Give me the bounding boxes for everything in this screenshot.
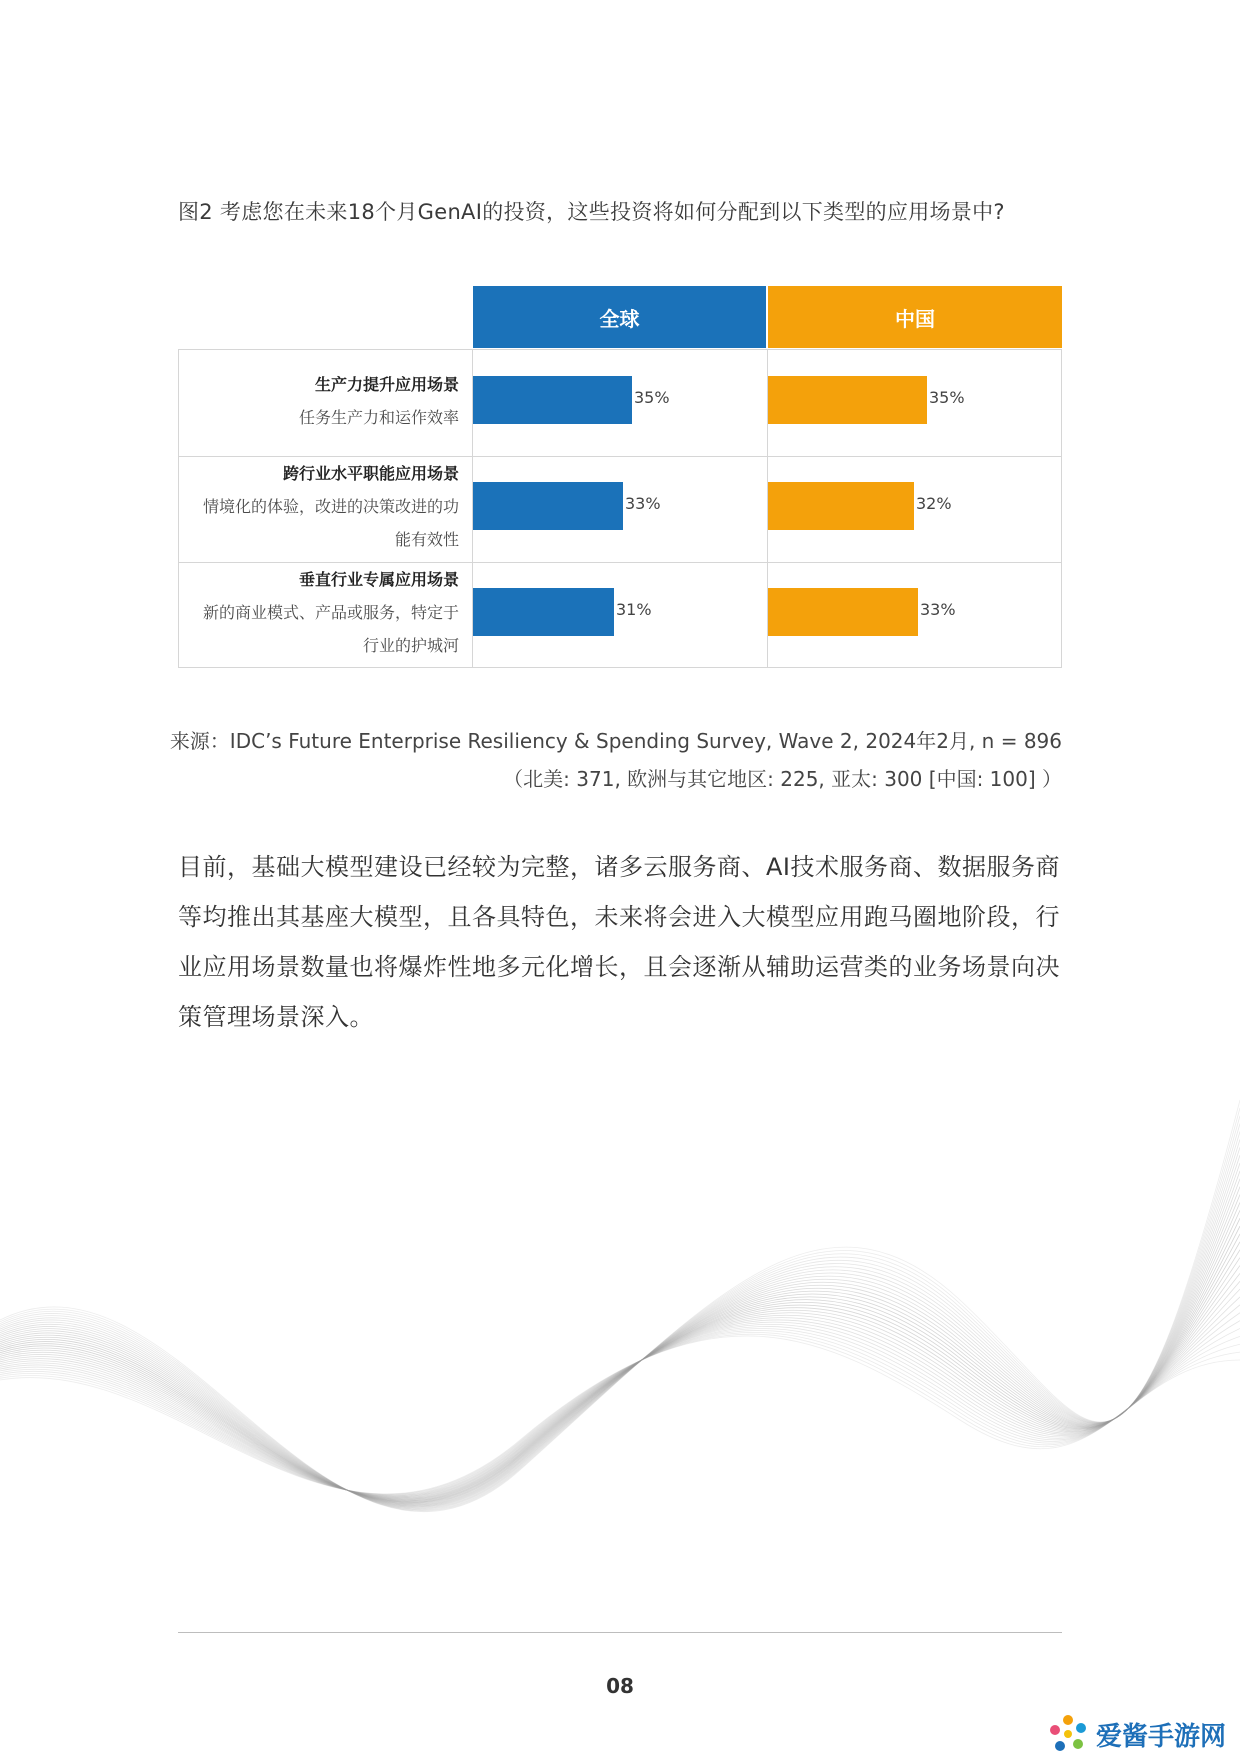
wave-line bbox=[0, 1132, 1240, 1510]
wave-line bbox=[0, 1171, 1240, 1506]
row-desc: 行业的护城河 bbox=[362, 636, 459, 655]
watermark-text: 爱酱手游网 bbox=[1095, 1721, 1226, 1752]
row-title: 跨行业水平职能应用场景 bbox=[282, 464, 459, 483]
wave-line bbox=[0, 1108, 1240, 1511]
row-label bbox=[179, 368, 459, 434]
page-number: 08 bbox=[606, 1674, 634, 1698]
bar-value-label: 35% bbox=[634, 388, 670, 407]
wave-line bbox=[0, 1116, 1240, 1511]
bar-global bbox=[473, 376, 632, 424]
wave-line bbox=[0, 1163, 1240, 1507]
wave-line bbox=[0, 1100, 1240, 1512]
row-label bbox=[179, 563, 459, 662]
source-note bbox=[170, 722, 1062, 798]
bar-value-label: 32% bbox=[916, 494, 952, 513]
bar-global bbox=[473, 482, 623, 530]
row-desc: 任务生产力和运作效率 bbox=[298, 408, 459, 427]
bar-china bbox=[768, 588, 918, 636]
bar-value-label: 31% bbox=[616, 600, 652, 619]
figure-title: 图2 考虑您在未来18个月GenAI的投资，这些投资将如何分配到以下类型的应用场景中? bbox=[178, 200, 1005, 224]
bar-china bbox=[768, 376, 927, 424]
wave-line bbox=[0, 1330, 1240, 1495]
chart-table bbox=[178, 349, 1062, 668]
wave-line bbox=[0, 1226, 1240, 1502]
row-title: 垂直行业专属应用场景 bbox=[298, 570, 459, 589]
row-desc: 能有效性 bbox=[394, 530, 459, 549]
row-label bbox=[179, 457, 459, 556]
wave-line bbox=[0, 1313, 1240, 1497]
decorative-waves bbox=[0, 1000, 1240, 1640]
header-global: 全球 bbox=[473, 286, 766, 348]
row-desc: 新的商业模式、产品或服务，特定于 bbox=[202, 603, 459, 622]
wave-line bbox=[0, 1195, 1240, 1505]
body-paragraph: 目前，基础大模型建设已经较为完整，诸多云服务商、AI技术服务商、数据服务商等均推出其基座大模型，且各具特色，未来将会进入大模型应用跑马圈地阶段，行业应用场景数量也将爆炸性地多元化增长，且会逐渐从辅助运营类的业务场景向决策管理场景深入。 bbox=[178, 853, 1060, 1031]
wave-line bbox=[0, 1124, 1240, 1510]
header-china: 中国 bbox=[768, 286, 1062, 348]
watermark bbox=[1046, 1712, 1226, 1754]
wave-line bbox=[0, 1179, 1240, 1506]
row-desc: 情境化的体验，改进的决策改进的功 bbox=[202, 497, 459, 516]
source-line: （北美: 371, 欧洲与其它地区: 225, 亚太: 300 [中国: 100] ） bbox=[503, 767, 1062, 791]
source-line: 来源：IDC’s Future Enterprise Resiliency & Spending Survey, Wave 2, 2024年2月, n = 896 bbox=[169, 729, 1062, 753]
row-title: 生产力提升应用场景 bbox=[314, 375, 459, 394]
bar-global bbox=[473, 588, 614, 636]
wave-line bbox=[0, 1210, 1240, 1503]
wave-line bbox=[0, 1147, 1240, 1508]
wave-line bbox=[0, 1139, 1240, 1508]
wave-line bbox=[0, 1202, 1240, 1503]
wave-line bbox=[0, 1234, 1240, 1501]
bar-value-label: 33% bbox=[920, 600, 956, 619]
wave-line bbox=[0, 1155, 1240, 1507]
bar-value-label: 33% bbox=[625, 494, 661, 513]
watermark-logo-icon bbox=[1046, 1712, 1090, 1754]
wave-line bbox=[0, 1218, 1240, 1502]
bar-value-label: 35% bbox=[929, 388, 965, 407]
bar-china bbox=[768, 482, 914, 530]
footer-divider bbox=[178, 1632, 1062, 1633]
wave-line bbox=[0, 1187, 1240, 1505]
